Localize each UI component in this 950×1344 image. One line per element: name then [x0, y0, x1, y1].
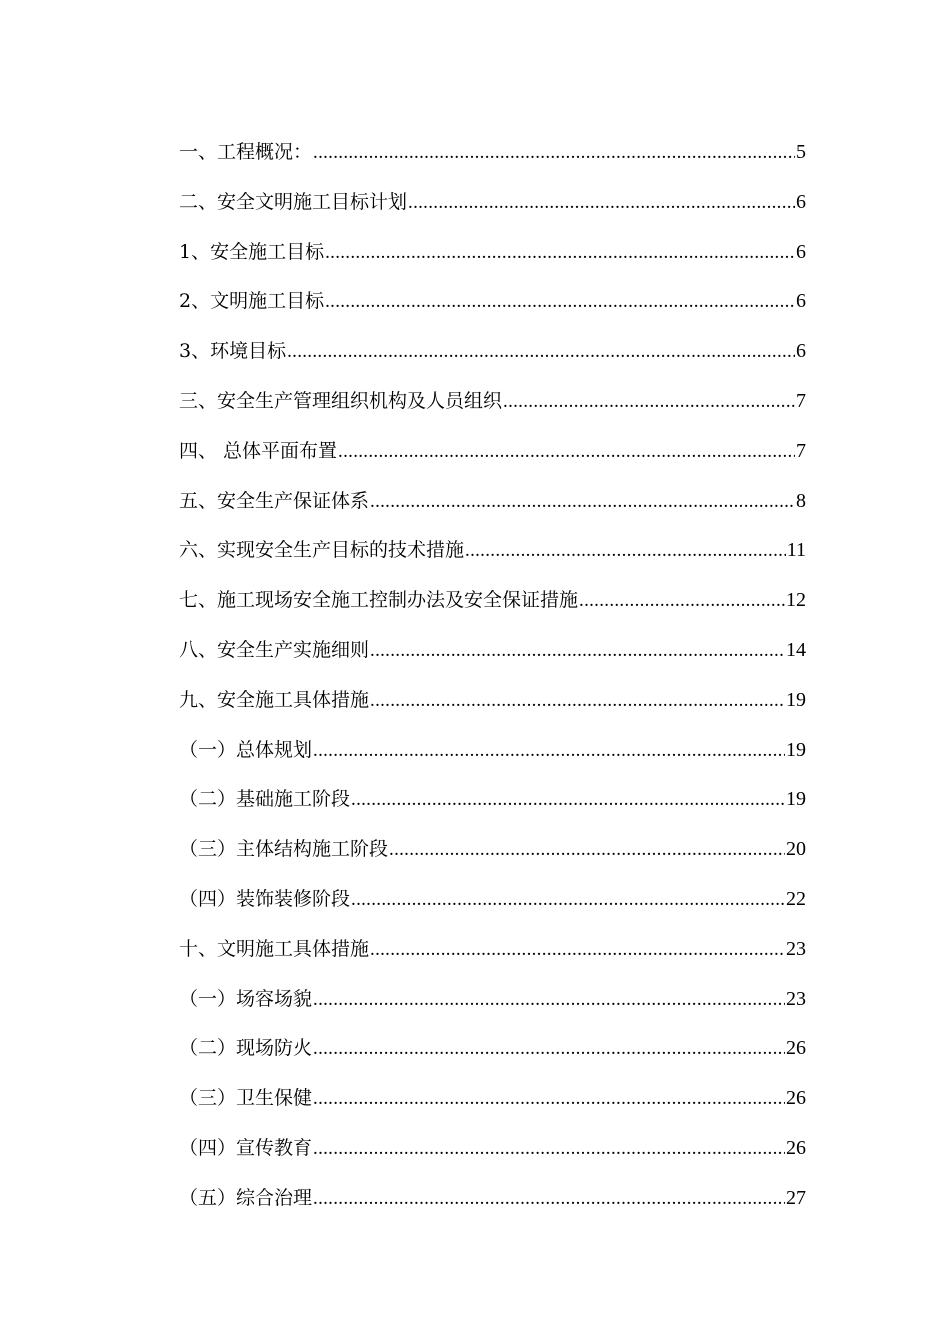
toc-entry[interactable] [179, 633, 806, 683]
toc-page-number: 7 [796, 439, 806, 462]
toc-page-number: 23 [786, 937, 806, 960]
toc-leader-dots [370, 485, 795, 519]
toc-entry-title: （二）现场防火 [179, 1037, 313, 1060]
toc-page-number: 19 [786, 788, 806, 811]
toc-entry[interactable] [179, 1081, 806, 1131]
toc-entry[interactable] [179, 882, 806, 932]
toc-entry-title: 四、 总体平面布置 [179, 439, 338, 462]
toc-leader-dots [351, 883, 785, 917]
toc-entry[interactable] [179, 832, 806, 882]
toc-entry-title: （五）综合治理 [179, 1186, 313, 1209]
toc-page-number: 6 [796, 240, 806, 263]
toc-leader-dots [313, 136, 795, 170]
toc-leader-dots [408, 186, 795, 220]
toc-entry-title: 3、环境目标 [179, 340, 287, 363]
toc-entry[interactable] [179, 782, 806, 832]
toc-page-number: 20 [786, 838, 806, 861]
toc-entry-title: （一）场容场貌 [179, 987, 313, 1010]
toc-entry[interactable] [179, 484, 806, 534]
toc-entry[interactable] [179, 683, 806, 733]
toc-page-number: 11 [786, 539, 806, 562]
toc-entry[interactable] [179, 533, 806, 583]
toc-entry[interactable] [179, 1131, 806, 1181]
toc-entry-title: 七、施工现场安全施工控制办法及安全保证措施 [179, 589, 579, 612]
toc-leader-dots [389, 833, 785, 867]
toc-entry-title: （三）卫生保健 [179, 1087, 313, 1110]
toc-leader-dots [370, 684, 785, 718]
table-of-contents [179, 135, 806, 1231]
toc-leader-dots [325, 285, 795, 319]
toc-entry-title: 二、安全文明施工目标计划 [179, 190, 408, 213]
toc-entry[interactable] [179, 1031, 806, 1081]
toc-entry[interactable] [179, 135, 806, 185]
toc-leader-dots [325, 236, 795, 270]
toc-entry-title: 十、文明施工具体措施 [179, 937, 370, 960]
toc-entry[interactable] [179, 434, 806, 484]
toc-page-number: 26 [786, 1087, 806, 1110]
toc-page-number: 12 [786, 589, 806, 612]
toc-leader-dots [370, 634, 785, 668]
toc-leader-dots [503, 385, 795, 419]
toc-leader-dots [351, 783, 785, 817]
toc-entry[interactable] [179, 235, 806, 285]
toc-page-number: 22 [786, 887, 806, 910]
toc-page-number: 6 [796, 290, 806, 313]
toc-entry[interactable] [179, 583, 806, 633]
toc-entry-title: 三、安全生产管理组织机构及人员组织 [179, 389, 503, 412]
toc-entry-title: 2、文明施工目标 [179, 290, 325, 313]
toc-entry[interactable] [179, 284, 806, 334]
toc-leader-dots [313, 734, 785, 768]
toc-leader-dots [287, 335, 795, 369]
toc-entry-title: 1、安全施工目标 [179, 240, 325, 263]
toc-leader-dots [313, 1082, 785, 1116]
toc-entry-title: 九、安全施工具体措施 [179, 688, 370, 711]
toc-entry[interactable] [179, 384, 806, 434]
toc-entry[interactable] [179, 185, 806, 235]
toc-leader-dots [313, 1132, 785, 1166]
toc-page-number: 26 [786, 1037, 806, 1060]
toc-leader-dots [465, 534, 786, 568]
toc-page-number: 5 [796, 141, 806, 163]
toc-page-number: 6 [796, 190, 806, 213]
toc-page-number: 8 [796, 489, 806, 512]
toc-entry-title: （四）宣传教育 [179, 1136, 313, 1159]
toc-entry-title: （三）主体结构施工阶段 [179, 838, 389, 861]
toc-page-number: 26 [786, 1136, 806, 1159]
toc-entry[interactable] [179, 932, 806, 982]
toc-leader-dots [370, 933, 785, 967]
toc-entry-title: （二）基础施工阶段 [179, 788, 351, 811]
toc-leader-dots [313, 1182, 785, 1216]
toc-page-number: 19 [786, 688, 806, 711]
toc-page-number: 19 [786, 738, 806, 761]
toc-entry-title: 五、安全生产保证体系 [179, 489, 370, 512]
toc-entry-title: （四）装饰装修阶段 [179, 887, 351, 910]
toc-page-number: 23 [786, 987, 806, 1010]
toc-entry[interactable] [179, 1181, 806, 1231]
toc-entry-title: （一）总体规划 [179, 738, 313, 761]
toc-page-number: 27 [786, 1186, 806, 1209]
toc-entry[interactable] [179, 733, 806, 783]
toc-page-number: 14 [786, 638, 806, 661]
toc-leader-dots [579, 584, 785, 618]
toc-entry[interactable] [179, 982, 806, 1032]
toc-leader-dots [313, 983, 785, 1017]
toc-entry-title: 六、实现安全生产目标的技术措施 [179, 539, 465, 562]
toc-page-number: 7 [796, 389, 806, 412]
toc-leader-dots [338, 435, 795, 469]
toc-page-number: 6 [796, 340, 806, 363]
toc-leader-dots [313, 1032, 785, 1066]
toc-entry-title: 一、工程概况： [179, 141, 313, 163]
toc-entry[interactable] [179, 334, 806, 384]
toc-entry-title: 八、安全生产实施细则 [179, 638, 370, 661]
